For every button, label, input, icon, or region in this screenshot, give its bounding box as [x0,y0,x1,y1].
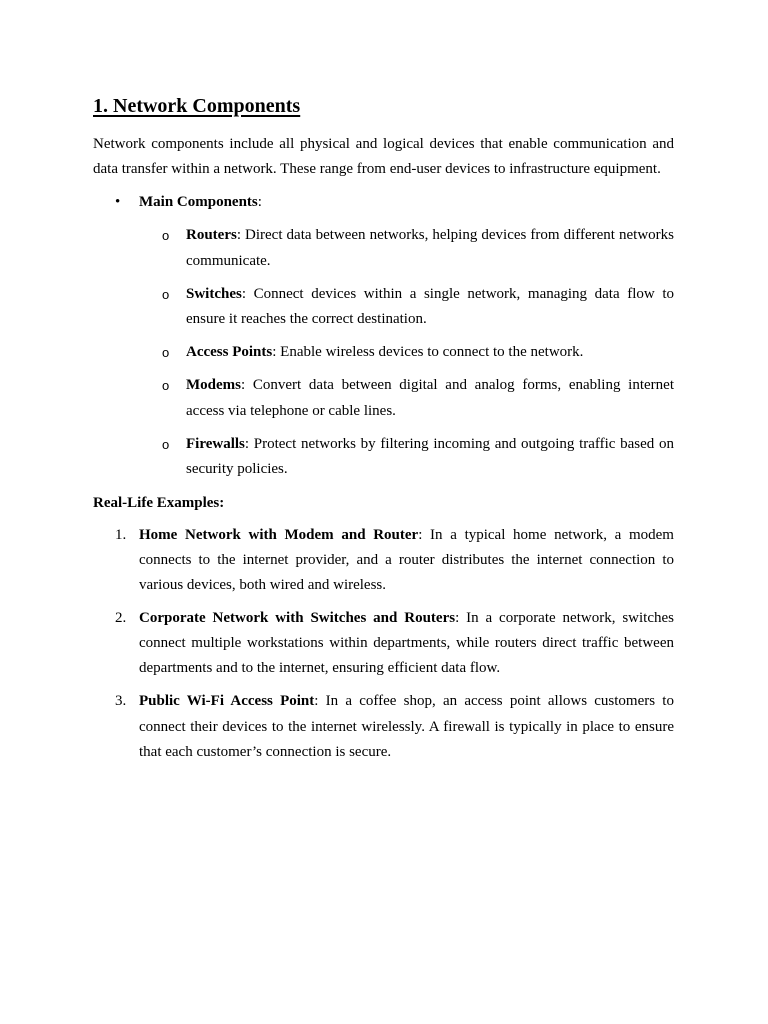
list-item [93,223,674,274]
item-term: Corporate Network with Switches and Routers [139,609,456,626]
item-text: : Protect networks by filtering incoming and outgoing traffic based on security policies. [186,435,674,477]
item-text: : Connect devices within a single network, managing data flow to ensure it reaches the correct destination. [186,285,674,327]
components-list [93,223,674,483]
item-term: Public Wi-Fi Access Point [139,693,315,710]
bullet-marker: • [115,194,121,210]
sub-bullet-marker: o [162,286,170,302]
item-text: : In a coffee shop, an access point allows customers to connect their devices to the internet wirelessly. A firewall is typically in place to ensure that each customer’s connection is secure. [139,693,674,760]
item-term: Switches [186,285,242,302]
list-item [93,282,674,333]
item-term: Firewalls [186,435,245,452]
item-term: Modems [186,377,241,393]
sub-bullet-marker: o [162,228,170,243]
item-text: : Enable wireless devices to connect to the network. [272,344,584,360]
section-heading: 1. Network Components [93,95,301,117]
list-item [93,606,674,682]
list-item [93,689,674,765]
item-term: Home Network with Modem and Router [139,526,419,543]
item-term: Routers [186,227,237,243]
list-item [93,523,674,599]
sub-bullet-marker: o [162,436,170,452]
examples-list [93,523,674,766]
item-text: : Convert data between digital and analog forms, enabling internet access via telephone or cable lines. [186,377,674,419]
sub-bullet-marker: o [162,345,170,360]
list-item [93,340,674,366]
item-text: : In a typical home network, a modem connects to the internet provider, and a router distributes the internet connection to various devices, both wired and wireless. [139,526,674,594]
examples-label: Real-Life Examples: [93,494,225,511]
sub-bullet-marker: o [162,378,170,393]
number-marker: 2. [115,609,127,626]
intro-paragraph: Network components include all physical and logical devices that enable communication and data transfer within a network. These range from end-user devices to infrastructure equipment. [93,136,674,177]
main-components-colon: : [257,194,262,210]
item-text: : In a corporate network, switches connect multiple workstations within departments, while routers direct traffic between departments and to the internet, ensuring efficient data flow. [139,609,674,677]
main-components-bullet [93,190,674,215]
item-text: : Direct data between networks, helping devices from different networks communicate. [186,227,674,269]
list-item [93,432,674,483]
list-item [93,373,674,424]
number-marker: 3. [115,693,127,710]
number-marker: 1. [115,526,127,543]
main-components-label: Main Components [139,194,258,210]
item-term: Access Points [186,344,273,360]
